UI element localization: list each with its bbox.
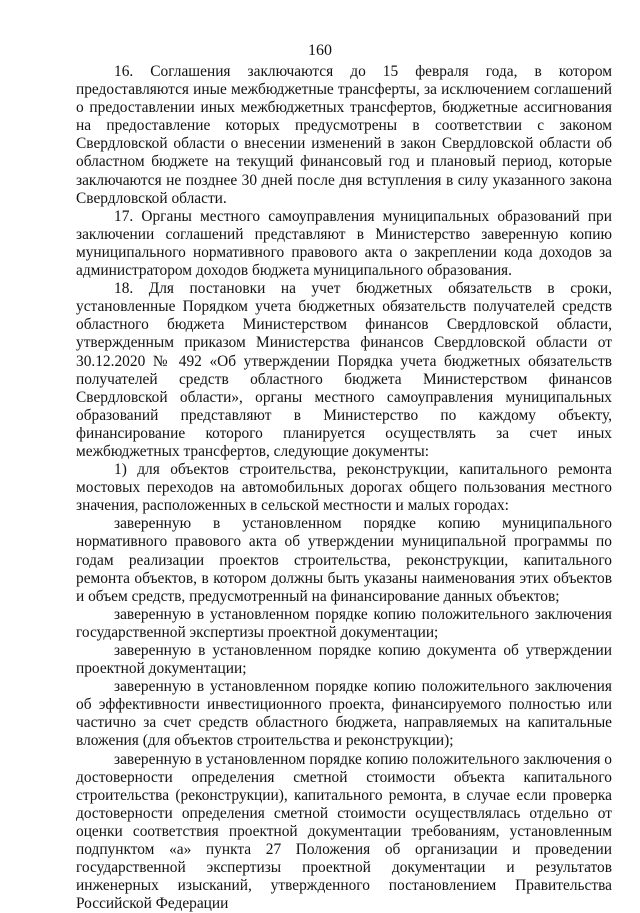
document-item-efficiency: заверенную в установленном порядке копию положительного заключения об эффективности инвестиционного проекта, финансируемого полностью или частично за счет средств областного бюджета, направляемых на капитальные вложения (для объектов строительства и реконструкции); bbox=[76, 678, 612, 750]
paragraph-16: 16. Соглашения заключаются до 15 февраля года, в котором предоставляются иные межбюджетные трансферты, за исключением соглашений о предоставлении иных межбюджетных трансфертов, бюджетные ассигнования на предоставление которых предусмотрены в соответствии с законом Свердловской области о внесении изменений в закон Свердловской области об областном бюджете на текущий финансовый год и плановый период, которые заключаются не позднее 30 дней после дня вступления в силу указанного закона Свердловской области. bbox=[76, 63, 612, 207]
document-body bbox=[76, 63, 612, 913]
page-number: 160 bbox=[308, 42, 332, 59]
document-item-expertise: заверенную в установленном порядке копию положительного заключения государственной экспертизы проектной документации; bbox=[76, 605, 612, 641]
document-item-program: заверенную в установленном порядке копию муниципального нормативного правового акта об утверждении муниципальной программы по годам реализации проектов строительства, реконструкции, капитального ремонта объектов, в котором должны быть указаны наименования этих объектов и объем средств, предусмотренный на финансирование данных объектов; bbox=[76, 515, 612, 605]
document-item-cost-reliability: заверенную в установленном порядке копию положительного заключения о достоверности определения сметной стоимости объекта капитального строительства (реконструкции), капитального ремонта, в случае если проверка достоверности определения сметной стоимости осуществлялась отдельно от оценки соответствия проектной документации требованиям, установленным подпунктом «а» пункта 27 Положения об организации и проведении государственной экспертизы проектной документации и результатов инженерных изысканий, утвержденного постановлением Правительства Российской Федерации bbox=[76, 750, 612, 913]
document-item-approval: заверенную в установленном порядке копию документа об утверждении проектной документации; bbox=[76, 642, 612, 678]
paragraph-18: 18. Для постановки на учет бюджетных обязательств в сроки, установленные Порядком учета бюджетных обязательств получателей средств областного бюджета Министерством финансов Свердловской области, утвержденным приказом Министерства финансов Свердловской области от 30.12.2020 № 492 «Об утверждении Порядка учета бюджетных обязательств получателей средств областного бюджета Министерством финансов Свердловской области», органы местного самоуправления муниципальных образований представляют в Министерство по каждому объекту, финансирование которого планируется осуществлять за счет иных межбюджетных трансфертов, следующие документы: bbox=[76, 280, 612, 460]
subitem-1: 1) для объектов строительства, реконструкции, капитального ремонта мостовых переходов на автомобильных дорогах общего пользования местного значения, расположенных в сельской местности и малых городах: bbox=[76, 461, 612, 515]
paragraph-17: 17. Органы местного самоуправления муниципальных образований при заключении соглашений представляют в Министерство заверенную копию муниципального нормативного правового акта о закреплении кода доходов за администратором доходов бюджета муниципального образования. bbox=[76, 207, 612, 280]
